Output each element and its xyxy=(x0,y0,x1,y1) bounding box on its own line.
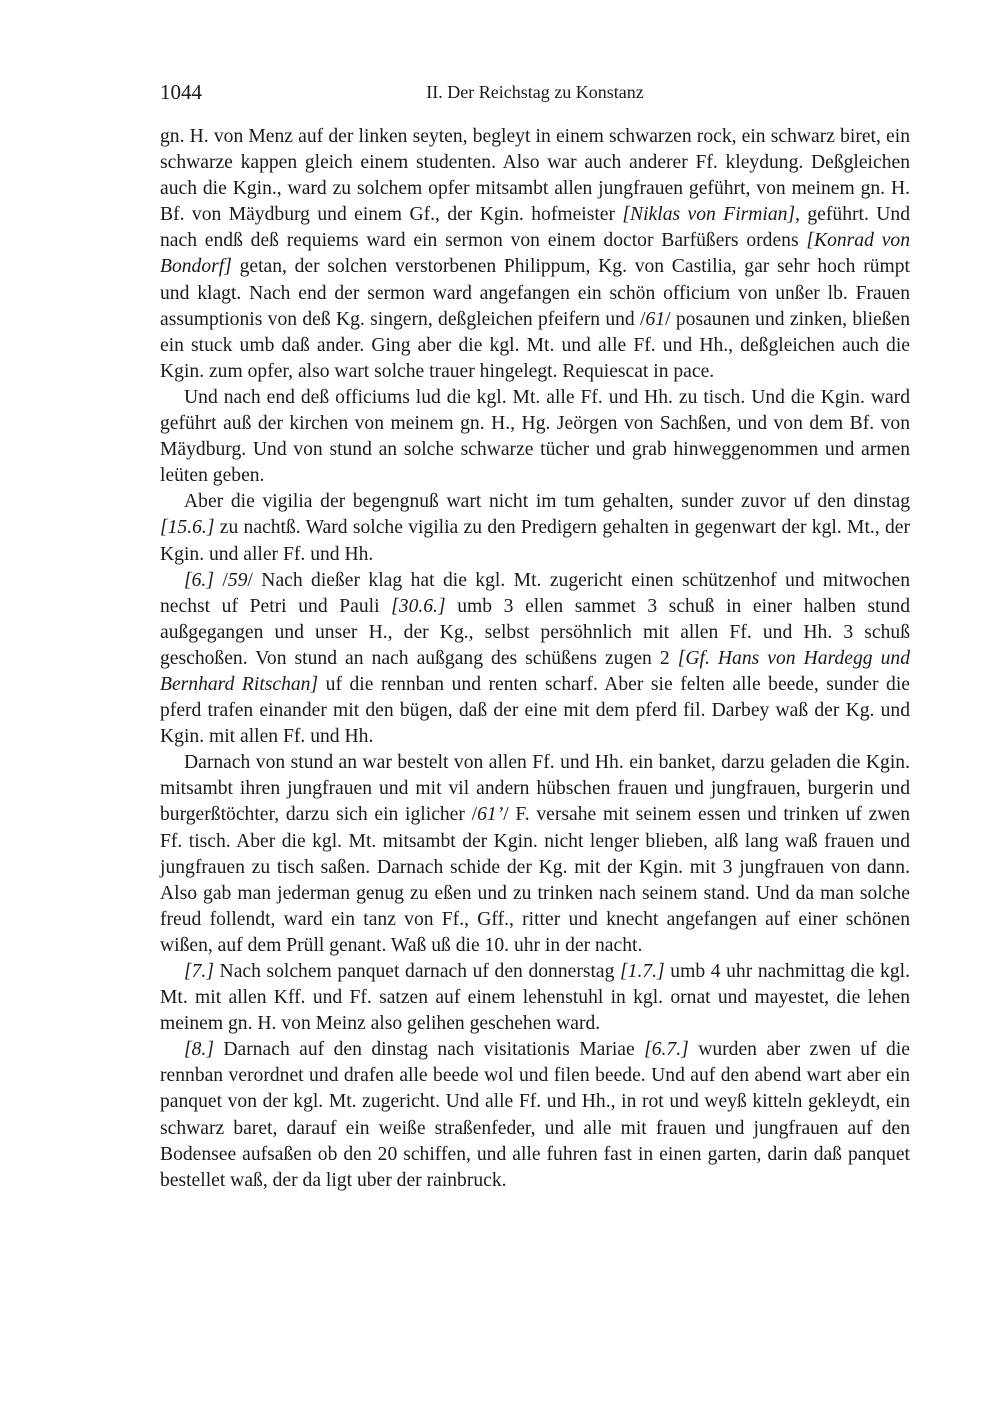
editorial-insertion: [7.] xyxy=(184,961,214,982)
text-segment: umb 3 ellen sammet 3 schuß in einer halben stund außgegangen und unser H., der Kg., selbst persöhnlich mit allen Ff. und Hh. 3 schuß geschoßen. Von stund an nach außgang des schüßens zugen 2 xyxy=(160,595,911,669)
text-segment: Aber die vigilia der begengnuß wart nicht im tum gehalten, sunder zuvor uf den dinstag xyxy=(184,491,910,513)
text-segment: Darnach auf den dinstag nach visitationis Mariae xyxy=(213,1039,645,1061)
editorial-insertion: [8.] xyxy=(184,1039,214,1061)
body-text xyxy=(160,124,910,1194)
editorial-insertion: [30.6.] xyxy=(391,595,446,617)
paragraph xyxy=(160,959,910,1037)
text-segment: / posaunen und zinken, bließen ein stuck umb daß ander. Ging aber die kgl. Mt. und alle Ff. und Hh., deßgleichen auch die Kgin. zum opfer, also wart solche trauer hingelegt. Requiescat in pace. xyxy=(160,308,911,382)
text-segment: umb 4 uhr nachmittag die kgl. Mt. mit allen Kff. und Ff. satzen auf einem lehenstuhl in kgl. ornat und mayestet, die lehen meinem gn. H. von Meinz also gelihen geschehen ward. xyxy=(160,961,910,1035)
text-segment: , geführt. Und nach endß deß requiems ward ein sermon von einem doctor Barfüßers ordens xyxy=(160,204,911,252)
text-segment: / F. versahe mit seinem essen und trinken uf zwen Ff. tisch. Aber die kgl. Mt. mitsambt der Kgin. nicht lenger blieben, alß lang waß frauen und jungfrauen zu tisch saßen. Darnach schide der Kg. mit der Kgin. mit 3 jungfrauen von dann. Also gab man jederman genug zu eßen und zu trinken nach seinem stand. Und da man solche freud follendt, ward ein tanz von Ff., Gff., ritter und knecht angefangen auf einer schönen wißen, auf dem Prüll genant. Waß uß die 10. uhr in der nacht. xyxy=(160,804,910,956)
running-title: II. Der Reichstag zu Konstanz xyxy=(426,82,644,102)
text-segment: Und nach end deß officiums lud die kgl. Mt. alle Ff. und Hh. zu tisch. Und die Kgin. ward geführt auß der kirchen von meinem gn. H., Hg. Jeörgen von Sachßen, und von dem Bf. von Mäydburg. Und von stund an solche schwarze tücher und grab hinweggenommen und armen leüten geben. xyxy=(160,386,910,487)
editorial-insertion: [6.] xyxy=(184,569,214,591)
editorial-insertion: [Gf. Hans von Hardegg und Bernhard Ritschan] xyxy=(160,647,910,695)
editorial-insertion: [1.7.] xyxy=(620,961,665,982)
text-segment: wurden aber zwen uf die rennban verordnet und drafen alle beede wol und filen beede. Und auf den abend wart aber ein panquet von der kgl. Mt. zugericht. Und alle Ff. und Hh., in rot und weyß kitteln gekleydt, ein schwarz baret, darauf ein weiße straßenfeder, und alle mit frauen und jungfrauen auf den Bodensee aufsaßen ob den 20 schiffen, und alle fuhren fast in einen garten, darin daß panquet bestellet waß, der da ligt uber der rainbruck. xyxy=(160,1039,910,1191)
editorial-insertion: 59 xyxy=(227,569,248,591)
editorial-insertion: [Konrad von Bondorf] xyxy=(160,230,910,278)
editorial-insertion: 61’ xyxy=(477,804,504,826)
text-segment: Nach solchem panquet darnach uf den donnerstag xyxy=(213,961,621,982)
text-segment: / Nach dießer klag hat die kgl. Mt. zugericht einen schützenhof und mitwochen nechst uf Petri und Pauli xyxy=(160,569,910,617)
editorial-insertion: [15.6.] xyxy=(160,517,215,539)
paragraph xyxy=(160,568,910,751)
editorial-insertion: [6.7.] xyxy=(644,1039,689,1061)
paragraph xyxy=(160,124,910,385)
editorial-insertion: [Niklas von Firmian] xyxy=(622,204,796,226)
text-segment: gn. H. von Menz auf der linken seyten, begleyt in einem schwarzen rock, ein schwarz biret, ein schwarze kappen gleich einem studenten. Also war auch anderer Ff. kleydung. Deßgleichen auch die Kgin., ward zu solchem opfer mitsambt allen jungfrauen geführt, von meinem gn. H. Bf. von Mäydburg und einem Gf., der Kgin. hofmeister xyxy=(160,126,910,226)
text-segment: getan, der solchen verstorbenen Philippum, Kg. von Castilia, gar sehr hoch rümpt und klagt. Nach end der sermon ward angefangen ein schön officium von unßer lb. Frauen assumptionis von deß Kg. singern, deßgleichen pfeifern und / xyxy=(160,256,910,330)
text-segment: Darnach von stund an war bestelt von allen Ff. und Hh. ein banket, darzu geladen die Kgin. mitsambt ihren jungfrauen und mit vil andern hübschen frauen und jungfrauen, burgerin und burgerßtöchter, darzu sich ein iglicher / xyxy=(160,752,910,826)
text-segment: zu nachtß. Ward solche vigilia zu den Predigern gehalten in gegenwart der kgl. Mt., der Kgin. und aller Ff. und Hh. xyxy=(160,517,910,565)
paragraph xyxy=(160,385,910,489)
text-segment: uf die rennban und renten scharf. Aber sie felten alle beede, sunder die pferd trafen einander mit den bügen, daß der eine mit dem pferd fil. Darbey waß der Kg. und Kgin. mit allen Ff. und Hh. xyxy=(160,673,910,748)
paragraph xyxy=(160,489,910,567)
paragraph xyxy=(160,750,910,959)
paragraph xyxy=(160,1037,910,1194)
running-head xyxy=(160,80,910,108)
editorial-insertion: 61 xyxy=(645,308,666,330)
text-segment: / xyxy=(213,569,228,591)
page-number: 1044 xyxy=(160,80,202,104)
